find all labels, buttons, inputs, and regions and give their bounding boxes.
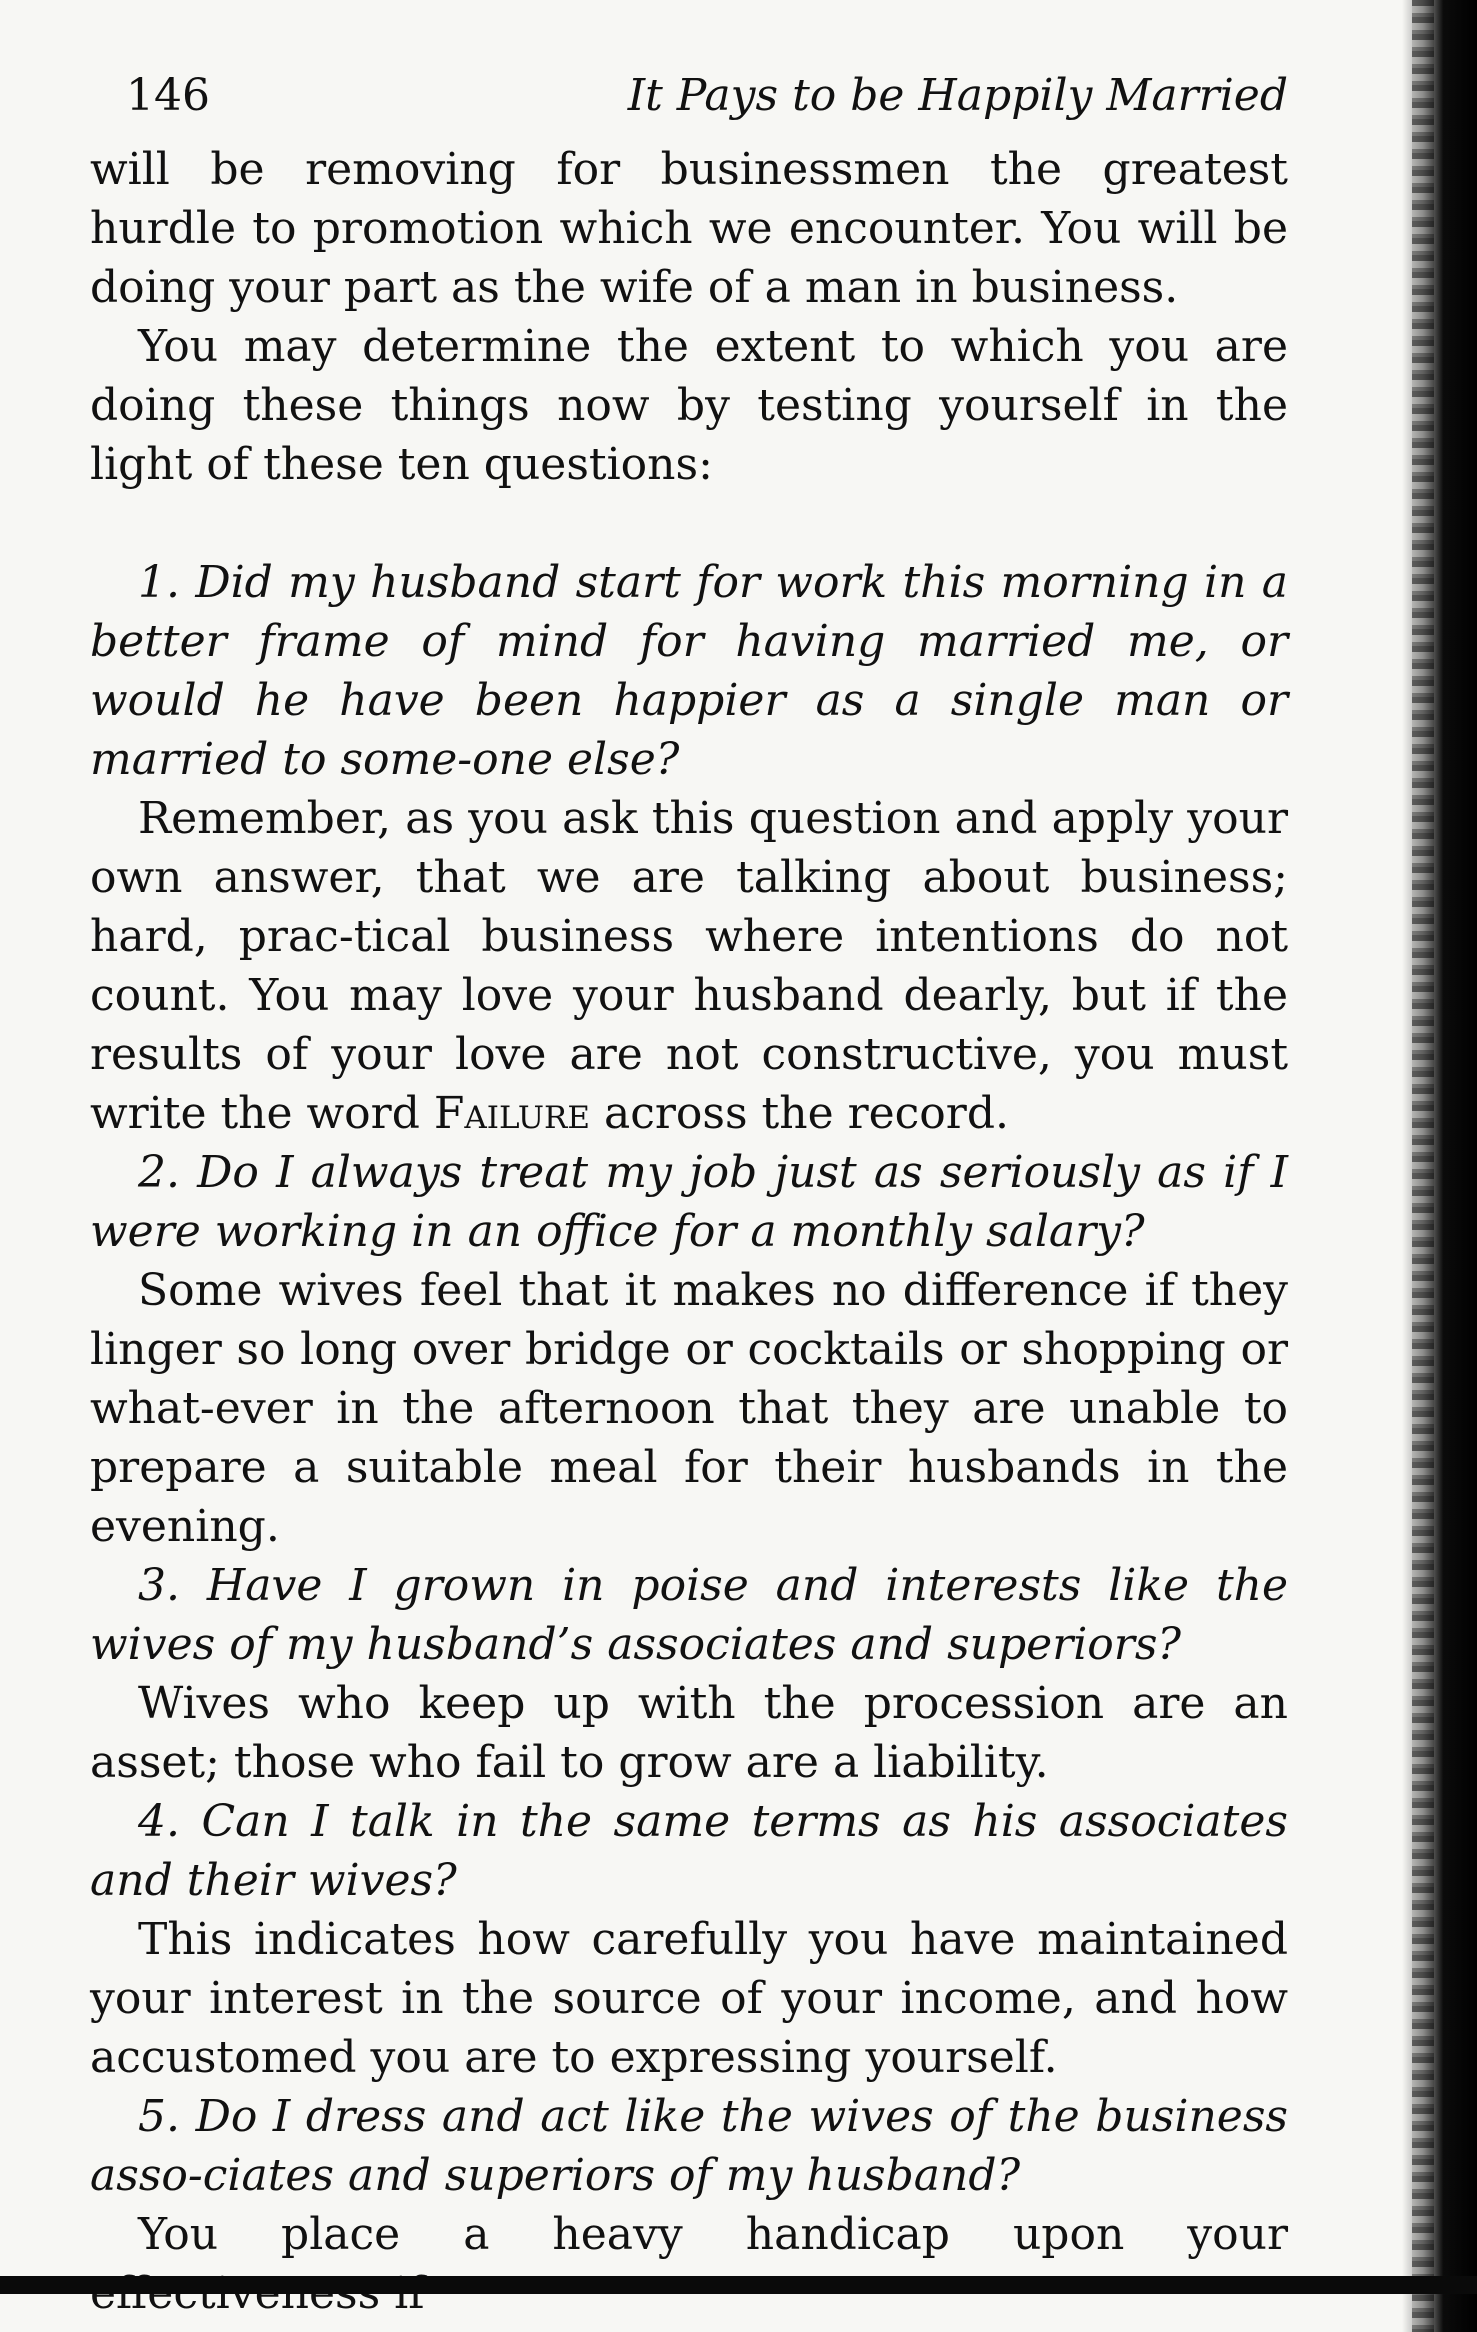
failure-word: Failure — [433, 1088, 591, 1139]
answer-1-text: Remember, as you ask this question and apply your own answer, that we are talking about business; hard, prac-tical business where intentions do not count. You may love your husband dearly, but if the results of your love are not constructive, you must write the word — [90, 793, 1288, 1139]
scan-gutter-shadow — [1402, 0, 1477, 2332]
question-3: 3. Have I grown in poise and interests like the wives of my husband’s associates and superiors? — [90, 1560, 1288, 1670]
question-5: 5. Do I dress and act like the wives of the business asso-ciates and superiors of my husband? — [90, 2091, 1288, 2201]
answer-5: You place a heavy handicap upon your — [138, 2209, 1288, 2260]
running-title: It Pays to be Happily Married — [627, 70, 1288, 121]
scan-bottom-edge — [0, 2276, 1477, 2294]
answer-1-end: across the record. — [590, 1088, 1009, 1139]
answer-2: Some wives feel that it makes no difference if they linger so long over bridge or cocktails or shopping or what-ever in the afternoon that they are unable to prepare a suitable meal for their husbands in the evening. — [90, 1265, 1288, 1552]
body-text — [90, 140, 1288, 2323]
answer-3: Wives who keep up with the procession are an asset; those who fail to grow are a liability. — [90, 1678, 1288, 1788]
book-page — [90, 70, 1288, 2270]
paragraph-intro: You may determine the extent to which you are doing these things now by testing yourself in the light of these ten questions: — [90, 321, 1288, 490]
question-2: 2. Do I always treat my job just as seriously as if I were working in an office for a monthly salary? — [90, 1147, 1288, 1257]
question-1: 1. Did my husband start for work this morning in a better frame of mind for having married me, or would he have been happier as a single man or married to some-one else? — [90, 557, 1288, 785]
page-number: 146 — [126, 70, 210, 121]
spacer — [90, 494, 1288, 553]
answer-1 — [90, 789, 1288, 1143]
answer-4: This indicates how carefully you have maintained your interest in the source of your income, and how accustomed you are to expressing yourself. — [90, 1914, 1288, 2083]
paragraph-continued: will be removing for businessmen the greatest hurdle to promotion which we encounter. You will be doing your part as the wife of a man in business. — [90, 144, 1288, 313]
page-header — [90, 70, 1288, 140]
question-4: 4. Can I talk in the same terms as his associates and their wives? — [90, 1796, 1288, 1906]
